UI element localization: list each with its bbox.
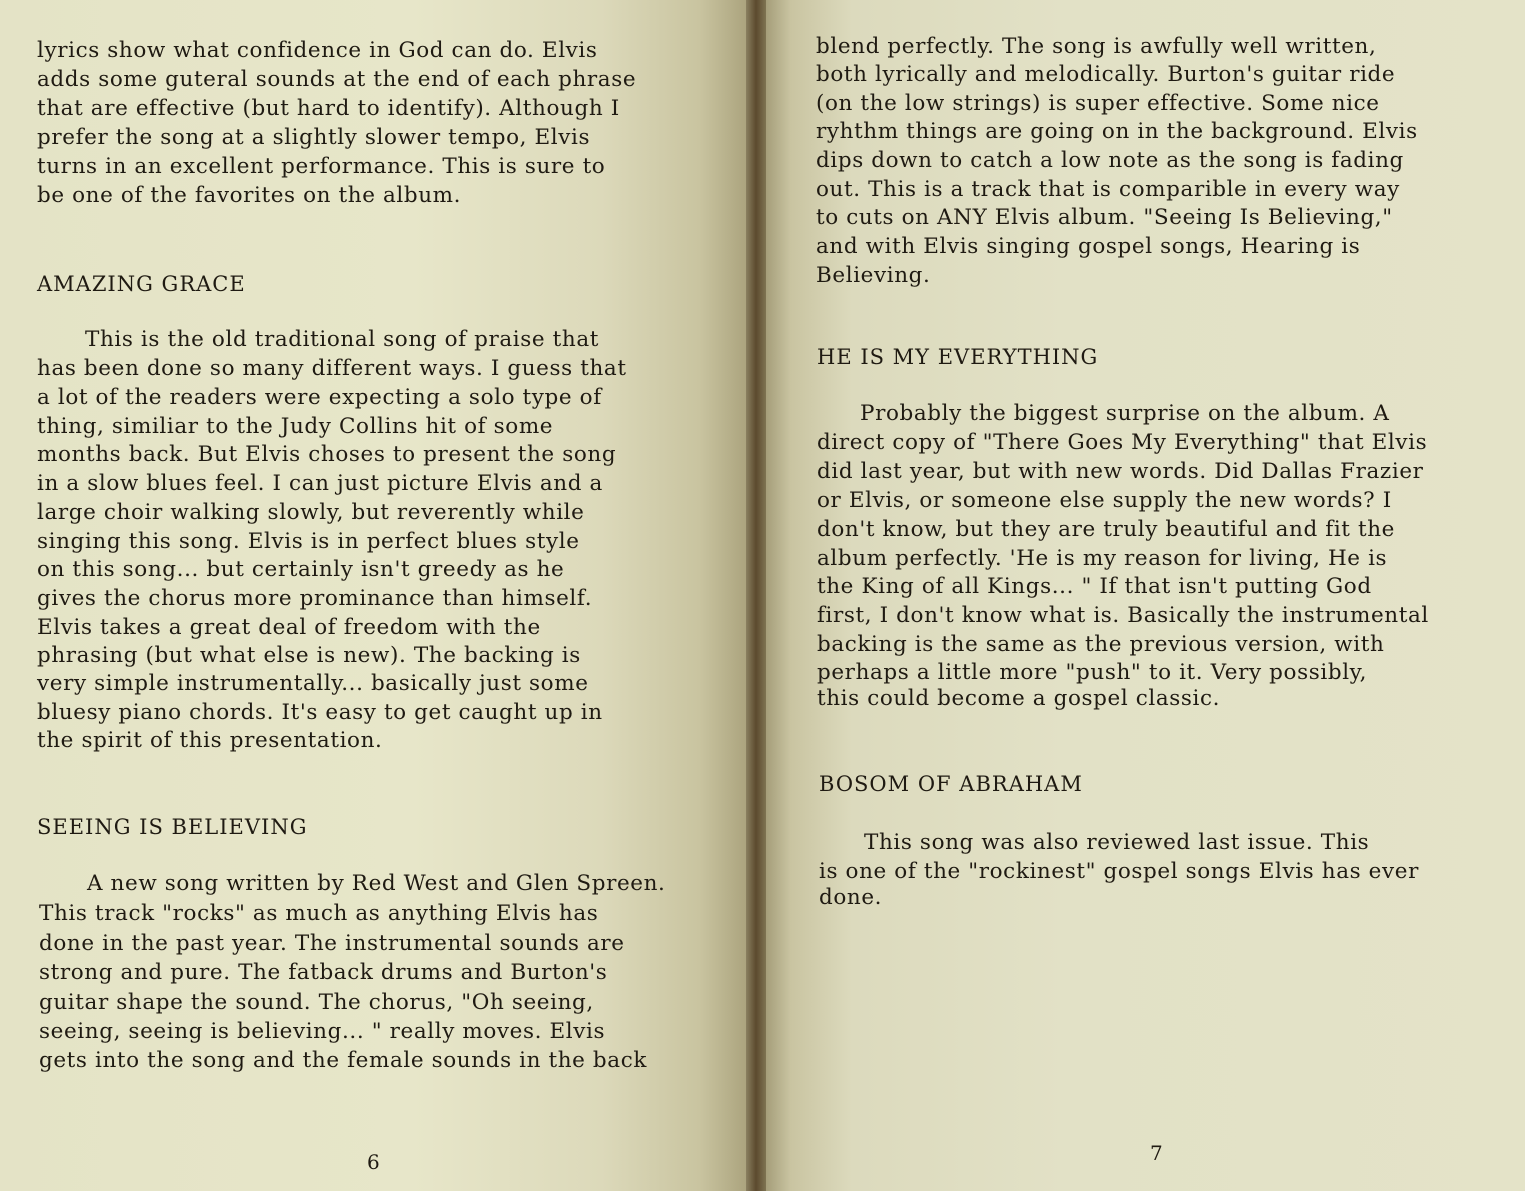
right-intro-line: to cuts on ANY Elvis album. "Seeing Is Believing," xyxy=(816,205,1393,230)
bosom-of-abraham-line: This song was also reviewed last issue. This xyxy=(864,830,1370,855)
right-intro-line: both lyrically and melodically. Burton's guitar ride xyxy=(816,62,1396,87)
amazing-grace-line: singing this song. Elvis is in perfect blues style xyxy=(37,529,580,554)
section-heading-he-is-my-everything: HE IS MY EVERYTHING xyxy=(817,345,1099,369)
bosom-of-abraham-line: is one of the "rockinest" gospel songs Elvis has ever xyxy=(819,859,1419,884)
right-intro-line: (on the low strings) is super effective. Some nice xyxy=(816,91,1380,116)
he-is-my-everything-line: don't know, but they are truly beautiful and fit the xyxy=(817,517,1395,542)
left-intro-line: turns in an excellent performance. This is sure to xyxy=(37,154,606,179)
left-intro-line: lyrics show what confidence in God can do. Elvis xyxy=(37,38,598,63)
amazing-grace-line: thing, similiar to the Judy Collins hit of some xyxy=(37,414,554,439)
he-is-my-everything-line: did last year, but with new words. Did Dallas Frazier xyxy=(817,459,1424,484)
right-intro-line: dips down to catch a low note as the song is fading xyxy=(816,148,1404,173)
left-intro-line: that are effective (but hard to identify). Although I xyxy=(37,96,620,121)
right-page xyxy=(760,0,1525,1191)
section-heading-seeing-is-believing: SEEING IS BELIEVING xyxy=(37,815,308,839)
book-spine xyxy=(746,0,766,1191)
he-is-my-everything-line: or Elvis, or someone else supply the new words? I xyxy=(817,488,1392,513)
seeing-is-believing-line: This track "rocks" as much as anything Elvis has xyxy=(39,901,599,926)
seeing-is-believing-line: A new song written by Red West and Glen Spreen. xyxy=(87,871,666,896)
page-number-right: 7 xyxy=(1150,1141,1163,1165)
seeing-is-believing-line: done in the past year. The instrumental sounds are xyxy=(39,931,625,956)
section-heading-amazing-grace: AMAZING GRACE xyxy=(37,272,246,296)
section-heading-bosom-of-abraham: BOSOM OF ABRAHAM xyxy=(819,772,1083,796)
right-intro-line: ryhthm things are going on in the background. Elvis xyxy=(816,119,1418,144)
he-is-my-everything-line: album perfectly. 'He is my reason for living, He is xyxy=(817,546,1388,571)
he-is-my-everything-line: backing is the same as the previous version, with xyxy=(817,632,1385,657)
amazing-grace-line: has been done so many different ways. I guess that xyxy=(37,356,627,381)
he-is-my-everything-line: this could become a gospel classic. xyxy=(817,686,1221,711)
amazing-grace-line: the spirit of this presentation. xyxy=(37,728,383,753)
amazing-grace-line: in a slow blues feel. I can just picture Elvis and a xyxy=(37,471,603,496)
left-intro-line: prefer the song at a slightly slower tempo, Elvis xyxy=(37,125,591,150)
he-is-my-everything-line: Probably the biggest surprise on the album. A xyxy=(860,401,1390,426)
he-is-my-everything-line: direct copy of "There Goes My Everything" that Elvis xyxy=(817,430,1428,455)
right-intro-line: out. This is a track that is comparible in every way xyxy=(816,177,1400,202)
seeing-is-believing-line: seeing, seeing is believing... " really moves. Elvis xyxy=(39,1019,606,1044)
he-is-my-everything-line: perhaps a little more "push" to it. Very possibly, xyxy=(817,660,1367,685)
page-number-left: 6 xyxy=(367,1150,380,1174)
left-intro-line: be one of the favorites on the album. xyxy=(37,183,462,208)
bosom-of-abraham-line: done. xyxy=(819,885,883,910)
left-page xyxy=(0,0,752,1191)
amazing-grace-line: months back. But Elvis choses to present the song xyxy=(37,442,617,467)
he-is-my-everything-line: the King of all Kings... " If that isn't putting God xyxy=(817,574,1372,599)
seeing-is-believing-line: gets into the song and the female sounds in the back xyxy=(39,1048,647,1073)
he-is-my-everything-line: first, I don't know what is. Basically the instrumental xyxy=(817,603,1429,628)
amazing-grace-line: bluesy piano chords. It's easy to get caught up in xyxy=(37,700,603,725)
left-intro-line: adds some guteral sounds at the end of each phrase xyxy=(37,67,637,92)
right-intro-line: Believing. xyxy=(816,263,931,288)
amazing-grace-line: a lot of the readers were expecting a solo type of xyxy=(37,385,602,410)
right-intro-line: and with Elvis singing gospel songs, Hearing is xyxy=(816,234,1361,259)
seeing-is-believing-line: guitar shape the sound. The chorus, "Oh seeing, xyxy=(39,990,594,1015)
amazing-grace-line: This is the old traditional song of praise that xyxy=(85,327,599,352)
amazing-grace-line: Elvis takes a great deal of freedom with the xyxy=(37,615,541,640)
right-intro-line: blend perfectly. The song is awfully well written, xyxy=(816,34,1377,59)
amazing-grace-line: on this song... but certainly isn't greedy as he xyxy=(37,557,565,582)
amazing-grace-line: phrasing (but what else is new). The backing is xyxy=(37,643,581,668)
amazing-grace-line: large choir walking slowly, but reverently while xyxy=(37,500,585,525)
amazing-grace-line: very simple instrumentally... basically just some xyxy=(37,671,589,696)
amazing-grace-line: gives the chorus more prominance than himself. xyxy=(37,586,593,611)
seeing-is-believing-line: strong and pure. The fatback drums and Burton's xyxy=(39,960,608,985)
